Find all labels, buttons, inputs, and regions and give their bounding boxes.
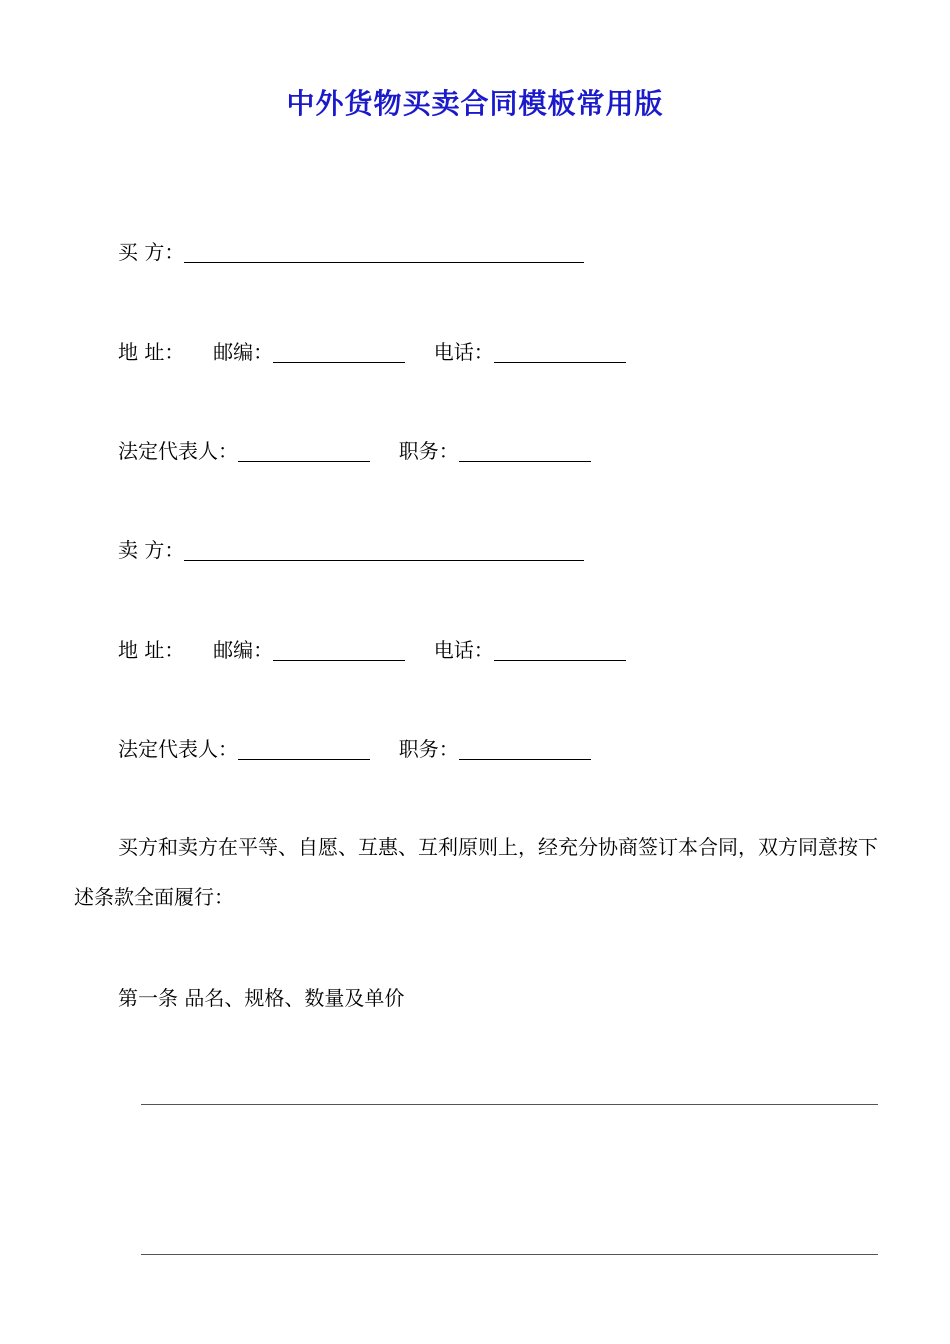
seller-address-line bbox=[118, 638, 626, 662]
seller-phone-label: 电话： bbox=[433, 638, 494, 662]
seller-position-field[interactable] bbox=[459, 739, 591, 760]
buyer-address-line bbox=[118, 340, 626, 364]
buyer-line bbox=[118, 240, 584, 264]
seller-line bbox=[118, 538, 584, 562]
seller-postcode-field[interactable] bbox=[273, 640, 405, 661]
buyer-phone-label: 电话： bbox=[433, 340, 494, 364]
buyer-position-label: 职务： bbox=[398, 439, 459, 463]
seller-address-label: 地 址： bbox=[118, 638, 185, 662]
seller-name-field[interactable] bbox=[184, 540, 584, 561]
seller-postcode-label: 邮编： bbox=[213, 638, 274, 662]
buyer-name-field[interactable] bbox=[184, 242, 584, 263]
seller-position-label: 职务： bbox=[398, 737, 459, 761]
seller-phone-field[interactable] bbox=[494, 640, 626, 661]
buyer-rep-line bbox=[118, 439, 591, 463]
seller-rep-line bbox=[118, 737, 591, 761]
buyer-address-label: 地 址： bbox=[118, 340, 185, 364]
buyer-rep-field[interactable] bbox=[238, 441, 370, 462]
article-1-heading: 第一条 品名、规格、数量及单价 bbox=[118, 986, 405, 1010]
seller-rep-label: 法定代表人： bbox=[118, 737, 238, 761]
buyer-rep-label: 法定代表人： bbox=[118, 439, 238, 463]
seller-rep-field[interactable] bbox=[238, 739, 370, 760]
buyer-label: 买 方： bbox=[118, 240, 185, 264]
fill-in-line-2[interactable] bbox=[141, 1254, 878, 1255]
fill-in-line-1[interactable] bbox=[141, 1104, 878, 1105]
document-title: 中外货物买卖合同模板常用版 bbox=[286, 87, 664, 120]
buyer-postcode-field[interactable] bbox=[273, 342, 405, 363]
buyer-position-field[interactable] bbox=[459, 441, 591, 462]
buyer-phone-field[interactable] bbox=[494, 342, 626, 363]
intro-paragraph: 买方和卖方在平等、自愿、互惠、互利原则上，经充分协商签订本合同，双方同意按下述条款全面履行： bbox=[74, 835, 878, 909]
seller-label: 卖 方： bbox=[118, 538, 185, 562]
buyer-postcode-label: 邮编： bbox=[213, 340, 274, 364]
